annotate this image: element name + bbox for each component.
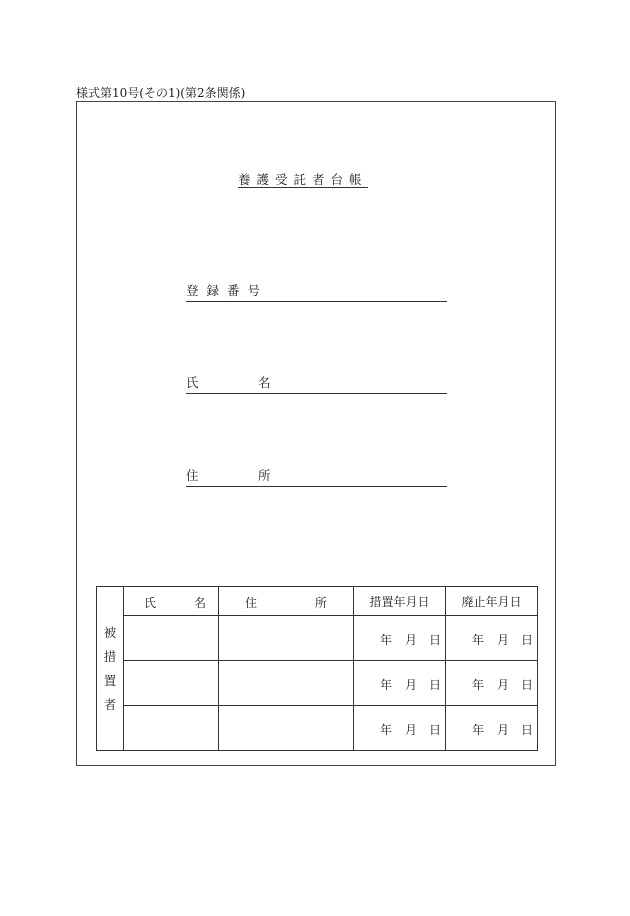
table-row — [97, 661, 538, 706]
year-unit: 年 — [380, 678, 393, 692]
year-unit: 年 — [472, 723, 485, 737]
year-unit: 年 — [472, 633, 485, 647]
day-unit: 日 — [521, 633, 534, 647]
side-char: 被 — [103, 624, 117, 640]
year-unit: 年 — [472, 678, 485, 692]
cell-address[interactable] — [219, 616, 354, 661]
month-unit: 月 — [405, 678, 418, 692]
registration-number-label: 登録番号 — [186, 283, 269, 298]
cell-abolition-date[interactable] — [446, 661, 538, 706]
placed-persons-table — [96, 586, 538, 751]
day-unit: 日 — [521, 678, 534, 692]
name-label-1: 氏 — [186, 375, 199, 390]
address-label-1: 住 — [186, 468, 199, 483]
day-unit: 日 — [429, 723, 442, 737]
month-unit: 月 — [405, 633, 418, 647]
cell-placement-date[interactable] — [354, 706, 446, 751]
address-label-2: 所 — [258, 468, 271, 483]
registration-number-field[interactable] — [186, 283, 447, 302]
name-field[interactable] — [186, 375, 447, 394]
table-header-row — [97, 587, 538, 616]
month-unit: 月 — [497, 678, 510, 692]
name-label-2: 名 — [258, 375, 271, 390]
header-name-1: 氏 — [144, 596, 157, 610]
side-char: 者 — [103, 696, 117, 712]
header-address — [219, 587, 354, 616]
cell-address[interactable] — [219, 661, 354, 706]
document-title: 養護受託者台帳 — [238, 172, 368, 187]
day-unit: 日 — [429, 633, 442, 647]
cell-placement-date[interactable] — [354, 661, 446, 706]
cell-name[interactable] — [124, 661, 219, 706]
address-field[interactable] — [186, 468, 447, 487]
cell-abolition-date[interactable] — [446, 706, 538, 751]
side-char: 置 — [103, 672, 117, 688]
cell-name[interactable] — [124, 616, 219, 661]
month-unit: 月 — [405, 723, 418, 737]
header-name — [124, 587, 219, 616]
form-number: 様式第10号(その1)(第2条関係) — [76, 86, 246, 100]
cell-placement-date[interactable] — [354, 616, 446, 661]
header-name-2: 名 — [194, 596, 207, 610]
year-unit: 年 — [380, 723, 393, 737]
table-row — [97, 616, 538, 661]
side-label — [97, 587, 124, 751]
side-char: 措 — [103, 648, 117, 664]
header-placement-date: 措置年月日 — [354, 587, 446, 616]
table-row — [97, 706, 538, 751]
header-address-1: 住 — [245, 596, 258, 610]
month-unit: 月 — [497, 723, 510, 737]
header-address-2: 所 — [315, 596, 328, 610]
cell-name[interactable] — [124, 706, 219, 751]
header-abolition-date: 廃止年月日 — [446, 587, 538, 616]
year-unit: 年 — [380, 633, 393, 647]
month-unit: 月 — [497, 633, 510, 647]
day-unit: 日 — [429, 678, 442, 692]
cell-abolition-date[interactable] — [446, 616, 538, 661]
cell-address[interactable] — [219, 706, 354, 751]
day-unit: 日 — [521, 723, 534, 737]
